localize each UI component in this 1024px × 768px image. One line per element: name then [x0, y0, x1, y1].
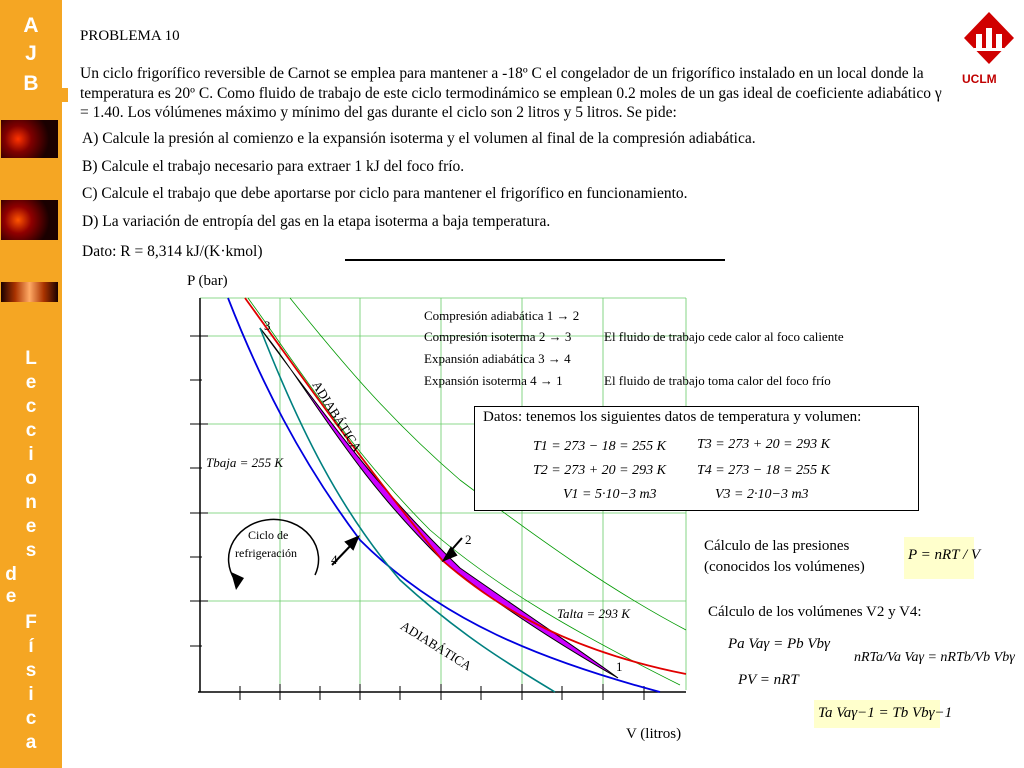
adiabatic-label-lower: ADIABÁTICA — [398, 618, 475, 674]
sidebar-abbr-a: A — [23, 14, 39, 37]
eq-t3: T3 = 273 + 20 = 293 K — [697, 437, 830, 452]
y-axis-label: P (bar) — [187, 273, 228, 289]
adiabatic-label-upper: ADIABÁTICA — [309, 378, 365, 455]
problem-statement: Un ciclo frigorífico reversible de Carnot se emplea para mantener a -18º C el congelador de un frigorífico instalado en un local donde la temperatura es 20º C. Como fluido de trabajo de este ciclo termodinámico se emplean 0.2 moles de un gas ideal de coeficiente adiabático γ = 1.40. Los vólúmenes máximo y mínimo del gas durante el ciclo son 2 litros y 5 litros. Se pide: — [80, 65, 942, 121]
calc-pres-2: (conocidos los volúmenes) — [704, 559, 865, 575]
vt-13: s — [25, 660, 37, 681]
thumbnail-2[interactable] — [1, 200, 58, 240]
vt-3: c — [25, 420, 37, 441]
point-2: 2 — [465, 532, 472, 547]
vt-9: d — [5, 564, 17, 585]
formula-p: P = nRT / V — [908, 547, 981, 563]
sidebar-abbr-b: B — [23, 72, 39, 95]
legend-step-3: Expansión adiabática 3 → 4 — [424, 351, 571, 366]
sidebar-notch — [58, 88, 68, 102]
formula-p-box — [904, 537, 981, 579]
vt-7: e — [25, 516, 37, 537]
vt-2: c — [25, 396, 37, 417]
uclm-logo-text: UCLM — [962, 72, 997, 86]
x-axis-label: V (litros) — [626, 726, 682, 742]
formula-tv: Ta Vaγ−1 = Tb Vbγ−1 — [818, 705, 953, 721]
eq-v1: V1 = 5·10−3 m3 — [563, 487, 657, 502]
t-alta-label: Talta = 293 K — [557, 606, 630, 621]
vt-5: o — [25, 468, 37, 489]
vt-11: F — [25, 612, 37, 633]
page-title: PROBLEMA 10 — [80, 28, 180, 44]
sidebar — [0, 0, 62, 768]
datos-heading: Datos: tenemos los siguientes datos de temperatura y volumen: — [483, 409, 862, 425]
legend-step-2: Compresión isoterma 2 → 3 — [424, 329, 572, 344]
legend-note-4: El fluido de trabajo toma calor del foco frío — [604, 373, 831, 388]
legend-step-1: Compresión adiabática 1 → 2 — [424, 308, 580, 323]
cycle-arrowhead-icon — [231, 572, 244, 590]
point-4: 4 — [331, 552, 338, 567]
legend-note-2: El fluido de trabajo cede calor al foco caliente — [604, 329, 844, 344]
cycle-label-2: refrigeración — [235, 546, 297, 560]
t-baja-label: Tbaja = 255 K — [206, 455, 284, 470]
eq-v3: V3 = 2·10−3 m3 — [715, 487, 809, 502]
vt-1: e — [25, 372, 37, 393]
point-3: 3 — [264, 318, 271, 333]
question-c: C) Calcule el trabajo que debe aportarse por ciclo para mantener el frigorífico en funcionamiento. — [82, 185, 688, 202]
vt-10: e — [5, 586, 17, 607]
vt-12: í — [28, 636, 34, 657]
legend-step-4: Expansión isoterma 4 → 1 — [424, 373, 563, 388]
cycle-label-1: Ciclo de — [248, 528, 289, 542]
thumbnail-1[interactable] — [1, 120, 58, 158]
vt-8: s — [25, 540, 37, 561]
formula-tv-box — [814, 700, 953, 728]
question-d: D) La variación de entropía del gas en la etapa isoterma a baja temperatura. — [82, 213, 551, 230]
dato-r: Dato: R = 8,314 kJ/(K·kmol) — [82, 243, 263, 260]
formula-adiab: Pa Vaγ = Pb Vbγ — [728, 636, 830, 652]
point-1: 1 — [616, 659, 623, 674]
eq-t2: T2 = 273 + 20 = 293 K — [533, 463, 666, 478]
axis-ticks — [190, 336, 644, 700]
formula-nrt: nRTa/Va Vaγ = nRTb/Vb Vbγ — [854, 650, 1015, 665]
calc-vol: Cálculo de los volúmenes V2 y V4: — [708, 604, 922, 620]
vt-4: i — [28, 444, 34, 465]
vt-6: n — [25, 492, 37, 513]
sidebar-abbr-j: J — [25, 42, 37, 65]
thumbnail-3[interactable] — [1, 282, 58, 302]
calc-pres-1: Cálculo de las presiones — [704, 538, 850, 554]
question-b: B) Calcule el trabajo necesario para extraer 1 kJ del foco frío. — [82, 158, 465, 175]
datos-box — [474, 406, 919, 511]
question-a: A) Calcule la presión al comienzo e la expansión isoterma y el volumen al final de la compresión adiabática. — [82, 130, 756, 147]
eq-t4: T4 = 273 − 18 = 255 K — [697, 463, 830, 478]
eq-t1: T1 = 273 − 18 = 255 K — [533, 439, 666, 454]
vt-0: L — [25, 348, 37, 369]
separator-line — [345, 259, 725, 261]
vt-16: a — [25, 732, 37, 753]
uclm-logo-icon — [962, 10, 1016, 70]
vt-15: c — [25, 708, 37, 729]
vt-14: i — [28, 684, 34, 705]
formula-pv: PV = nRT — [738, 672, 799, 688]
